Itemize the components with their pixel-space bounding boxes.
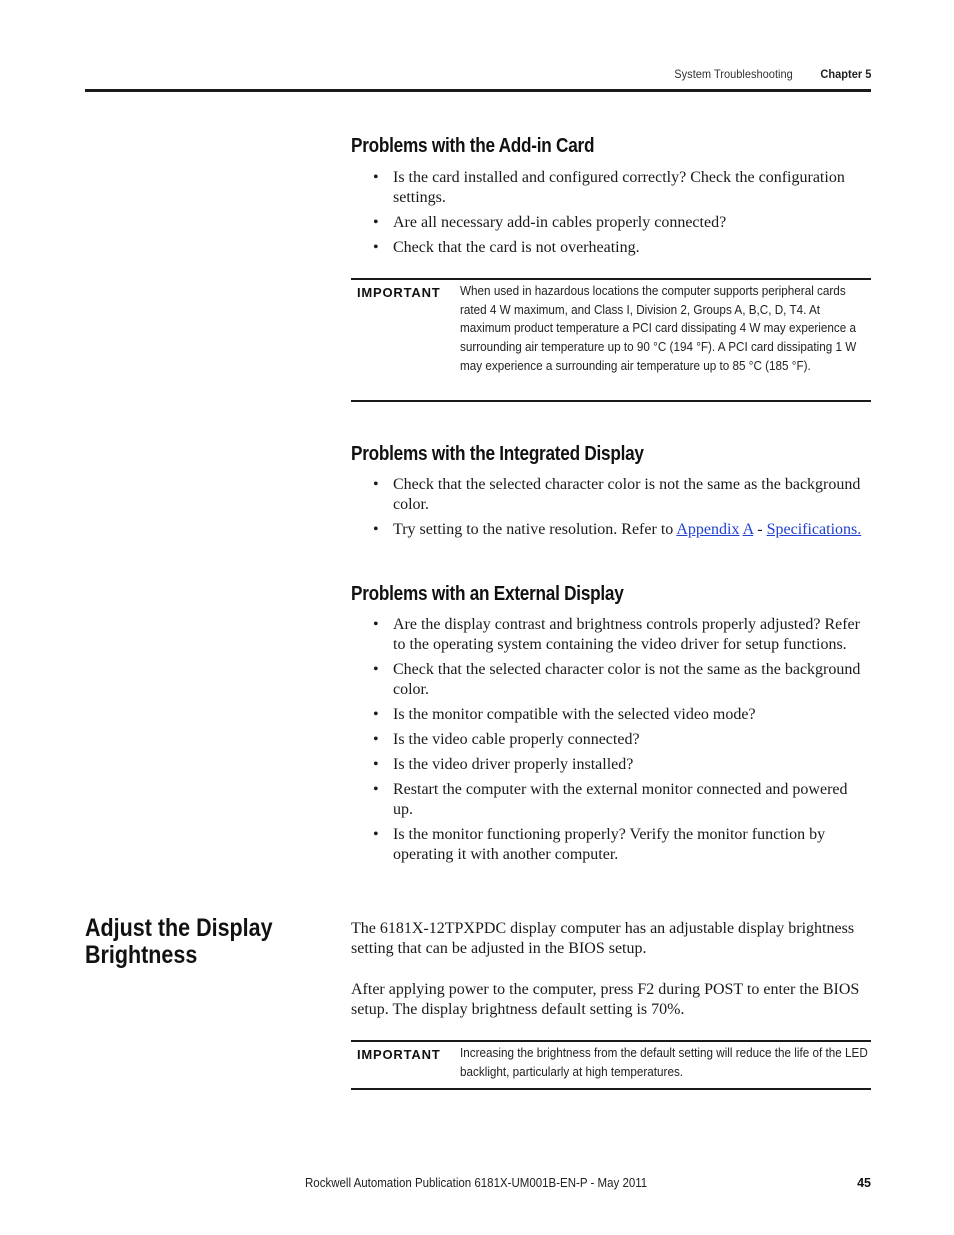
bullet-icon: • [373,781,379,798]
important-label: IMPORTANT [357,1047,441,1062]
bullet-icon: • [373,239,379,256]
list-item: • Is the monitor functioning properly? Verify the monitor function by operating it with another computer. [373,826,826,863]
bullet-icon: • [373,731,379,748]
important-note-brightness [351,1040,871,1090]
publication-info: Rockwell Automation Publication 6181X-UM001B-EN-P - May 2011 [305,1176,648,1190]
list-item: • Check that the selected character color is not the same as the background color. [373,476,861,513]
bullet-icon: • [373,756,379,773]
header-chapter: Chapter 5 [820,67,871,81]
list-item: • Try setting to the native resolution. Refer to Appendix A - Specifications. [373,521,862,538]
bullet-icon: • [373,706,379,723]
list-item: • Restart the computer with the external monitor connected and powered up. [373,781,848,818]
link-appendix[interactable]: Appendix [676,521,740,538]
list-item: • Are the display contrast and brightness controls properly adjusted? Refer to the operating system containing the video driver for setup functions. [373,616,860,653]
heading-addin-card: Problems with the Add-in Card [351,135,595,157]
bullet-icon: • [373,661,379,678]
list-item: • Are all necessary add-in cables properly connected? [373,214,727,231]
integrated-bullet-list [351,475,871,545]
heading-adjust-brightness: Adjust the Display Brightness [85,914,273,969]
page-number: 45 [857,1176,871,1190]
important-text: Increasing the brightness from the default setting will reduce the life of the LED backlight, particularly at high temperatures. [460,1045,868,1079]
list-item: • Is the video cable properly connected? [373,731,640,748]
bullet-icon: • [373,616,379,633]
bullet-icon: • [373,521,379,538]
list-item: • Check that the selected character color is not the same as the background color. [373,661,861,698]
important-note-addin [351,278,871,402]
list-item: • Check that the card is not overheating. [373,239,640,256]
list-item: • Is the video driver properly installed? [373,756,634,773]
link-appendix-a[interactable]: A [742,521,754,538]
list-item: • Is the monitor compatible with the selected video mode? [373,706,756,723]
brightness-paragraph-2: After applying power to the computer, press F2 during POST to enter the BIOS setup. The display brightness default setting is 70%. [351,981,860,1018]
link-specifications[interactable]: Specifications. [766,521,862,538]
brightness-paragraph-1: The 6181X-12TPXPDC display computer has an adjustable display brightness setting that can be adjusted in the BIOS setup. [351,920,855,957]
bullet-icon: • [373,169,379,186]
important-text: When used in hazardous locations the computer supports peripheral cards rated 4 W maximum, and Class I, Division 2, Groups A, B,C, D, T4. At maximum product temperature a PCI card dissipating 4 W may experience a surrounding air temperature up to 90 °C (194 °F). A PCI card dissipating 1 W may experience a surrounding air temperature up to 85 °C (185 °F). [460,283,857,373]
page-footer [85,1176,871,1196]
important-label: IMPORTANT [357,285,441,300]
header-section-name: System Troubleshooting [674,67,793,81]
addin-bullet-list [351,168,871,263]
heading-external-display: Problems with an External Display [351,583,624,605]
bullet-icon: • [373,214,379,231]
external-bullet-list [351,615,871,870]
bullet-icon: • [373,476,379,493]
running-header [85,64,871,92]
list-item: • Is the card installed and configured correctly? Check the configuration settings. [373,169,845,206]
header-rule [85,89,871,92]
bullet-icon: • [373,826,379,843]
heading-integrated-display: Problems with the Integrated Display [351,443,644,465]
